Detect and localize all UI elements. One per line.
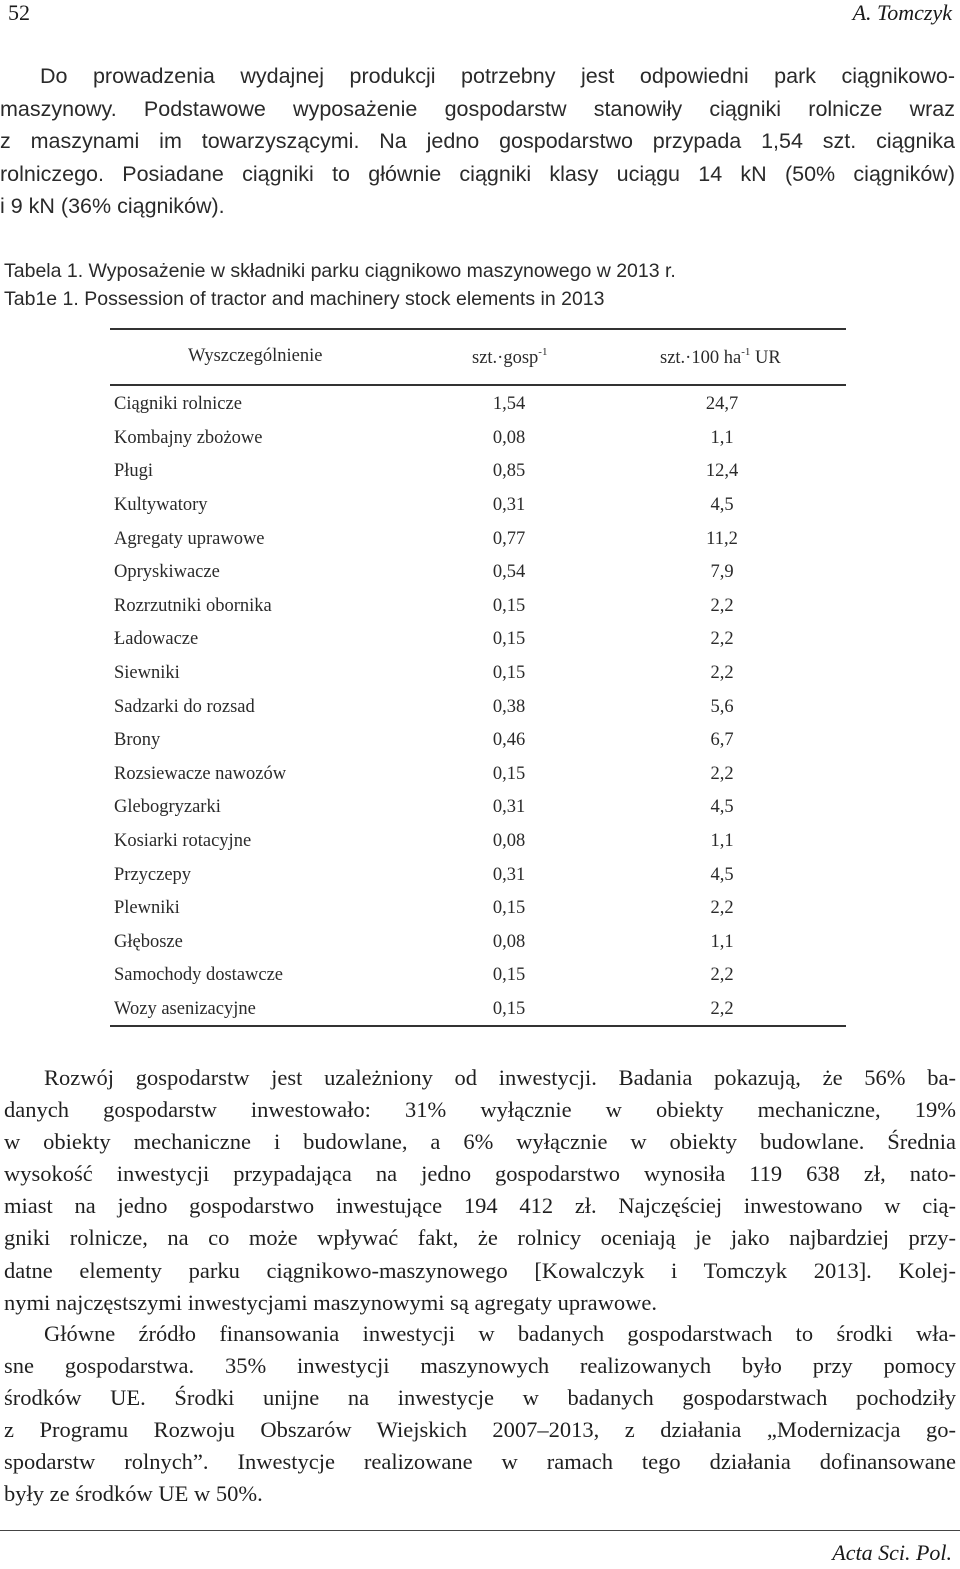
row-per-farm-cell: 0,15 [492,998,526,1019]
row-name-cell: Kombajny zbożowe [114,427,263,448]
row-per-area-cell: 24,7 [705,394,739,415]
row-per-area-cell: 4,5 [710,864,734,885]
text-line: danych gospodarstw inwestowało: 31% wyłącznie w obiekty mechaniczne, 19% [4,1097,956,1123]
text-line: gniki rolnicze, na co może wpływać fakt, że rolnicy oceniają je jako najbardziej przy- [4,1225,956,1251]
row-per-area-cell: 2,2 [710,998,734,1019]
header-suffix: UR [750,348,781,368]
header-text: szt.·gosp [472,348,539,368]
row-name-cell: Pługi [114,461,154,482]
row-per-farm-cell: 0,15 [492,629,526,650]
row-per-area-cell: 4,5 [710,797,734,818]
table-row [114,758,834,792]
row-per-farm-cell: 0,15 [492,965,526,986]
header-text: szt.·100 ha [660,348,742,368]
row-per-farm-cell: 1,54 [492,394,526,415]
footer-rule [0,1530,960,1531]
text-line: rolniczego. Posiadane ciągniki to głównie ciągniki klasy uciągu 14 kN (50% ciągników) [0,161,955,186]
row-name-cell: Sadzarki do rozsad [114,696,255,717]
header-exponent: -1 [741,346,751,358]
table-row [114,489,834,523]
table-top-rule [110,328,846,330]
row-per-farm-cell: 0,08 [492,427,526,448]
column-header-name: Wyszczególnienie [188,346,323,366]
table-row [114,690,834,724]
table-row [114,657,834,691]
row-name-cell: Rozrzutniki obornika [114,595,272,616]
text-line: środków UE. Środki unijne na inwestycje w badanych gospodarstwach pochodziły [4,1385,956,1411]
journal-name: Acta Sci. Pol. [832,1540,952,1565]
row-per-area-cell: 12,4 [705,461,739,482]
row-name-cell: Brony [114,730,161,751]
row-per-farm-cell: 0,31 [492,797,526,818]
text-line: datne elementy parku ciągnikowo-maszynowego [Kowalczyk i Tomczyk 2013]. Kolej- [4,1257,956,1283]
running-head-author: A. Tomczyk [852,0,952,25]
text-line: sne gospodarstwa. 35% inwestycji maszynowych realizowanych było przy pomocy [4,1353,956,1379]
row-per-farm-cell: 0,15 [492,763,526,784]
row-name-cell: Opryskiwacze [114,562,220,583]
text-line: nymi najczęstszymi inwestycjami maszynowymi są agregaty uprawowe. [4,1289,657,1315]
row-name-cell: Glebogryzarki [114,797,221,818]
row-name-cell: Ładowacze [114,629,199,650]
investment-paragraph [4,1062,956,1319]
table-row [114,926,834,960]
row-per-farm-cell: 0,85 [492,461,526,482]
row-per-area-cell: 4,5 [710,495,734,516]
table-row [114,522,834,556]
table-caption-polish: Tabela 1. Wyposażenie w składniki parku ciągnikowo maszynowego w 2013 r. [4,260,676,282]
row-name-cell: Agregaty uprawowe [114,528,265,549]
table-caption-english: Tab1e 1. Possession of tractor and machinery stock elements in 2013 [4,288,605,310]
text-line: z maszynami im towarzyszącymi. Na jedno gospodarstwo przypada 1,54 szt. ciągnika [0,129,955,154]
column-header-per-area [660,346,781,369]
row-name-cell: Przyczepy [114,864,192,885]
table-row [114,892,834,926]
row-name-cell: Rozsiewacze nawozów [114,763,287,784]
table-row [114,959,834,993]
table-row [114,993,834,1027]
row-per-farm-cell: 0,77 [492,528,526,549]
row-per-area-cell: 2,2 [710,663,734,684]
text-line: w obiekty mechaniczne i budowlane, a 6% wyłącznie w obiekty budowlane. Średnia [4,1129,956,1155]
column-header-per-farm [472,346,547,369]
row-per-area-cell: 2,2 [710,763,734,784]
row-per-farm-cell: 0,31 [492,495,526,516]
row-per-farm-cell: 0,08 [492,931,526,952]
row-per-farm-cell: 0,31 [492,864,526,885]
row-per-farm-cell: 0,15 [492,663,526,684]
row-per-area-cell: 7,9 [710,562,734,583]
row-name-cell: Kultywatory [114,495,208,516]
row-name-cell: Wozy asenizacyjne [114,998,256,1019]
text-line: Główne źródło finansowania inwestycji w badanych gospodarstwach to środki wła- [44,1321,956,1346]
table-row [114,623,834,657]
table-body [114,388,834,1026]
row-per-area-cell: 2,2 [710,898,734,919]
table-row [114,455,834,489]
row-per-farm-cell: 0,15 [492,595,526,616]
text-line: spodarstw rolnych”. Inwestycje realizowane w ramach tego działania dofinansowane [4,1449,956,1475]
row-per-farm-cell: 0,38 [492,696,526,717]
row-per-area-cell: 2,2 [710,629,734,650]
table-row [114,858,834,892]
row-per-area-cell: 5,6 [710,696,734,717]
row-per-area-cell: 2,2 [710,595,734,616]
table-row [114,388,834,422]
table-row [114,590,834,624]
table-row [114,422,834,456]
row-per-farm-cell: 0,46 [492,730,526,751]
row-name-cell: Kosiarki rotacyjne [114,831,252,852]
table-row [114,791,834,825]
row-per-area-cell: 1,1 [710,427,734,448]
table-bottom-rule [110,1025,846,1027]
text-line: maszynowy. Podstawowe wyposażenie gospodarstw stanowiły ciągniki rolnicze wraz [0,96,955,121]
table-row [114,556,834,590]
row-name-cell: Samochody dostawcze [114,965,284,986]
page-number: 52 [8,0,30,25]
text-line: Do prowadzenia wydajnej produkcji potrzebny jest odpowiedni park ciągnikowo- [40,64,955,88]
row-per-area-cell: 1,1 [710,831,734,852]
row-per-area-cell: 6,7 [710,730,734,751]
table-row [114,724,834,758]
text-line: i 9 kN (36% ciągników). [0,194,225,219]
text-line: z Programu Rozwoju Obszarów Wiejskich 2007–2013, z działania „Modernizacja go- [4,1417,956,1443]
row-per-area-cell: 11,2 [706,528,738,549]
row-per-area-cell: 1,1 [710,931,734,952]
table-row [114,825,834,859]
text-line: Rozwój gospodarstw jest uzależniony od inwestycji. Badania pokazują, że 56% ba- [44,1065,956,1090]
row-per-farm-cell: 0,15 [492,898,526,919]
row-name-cell: Ciągniki rolnicze [114,394,242,415]
header-exponent: -1 [538,346,548,358]
funding-paragraph [4,1318,956,1511]
row-name-cell: Głębosze [114,931,183,952]
text-line: były ze środków UE w 50%. [4,1481,263,1507]
intro-paragraph [0,60,955,223]
row-per-area-cell: 2,2 [710,965,734,986]
text-line: miast na jedno gospodarstwo inwestujące 194 412 zł. Najczęściej inwestowano w cią- [4,1193,956,1219]
row-name-cell: Plewniki [114,898,180,919]
text-line: wysokość inwestycji przypadająca na jedno gospodarstwo wynosiła 119 638 zł, nato- [4,1161,956,1187]
row-per-farm-cell: 0,54 [492,562,526,583]
table-header-rule [110,384,846,386]
row-name-cell: Siewniki [114,663,180,684]
row-per-farm-cell: 0,08 [492,831,526,852]
